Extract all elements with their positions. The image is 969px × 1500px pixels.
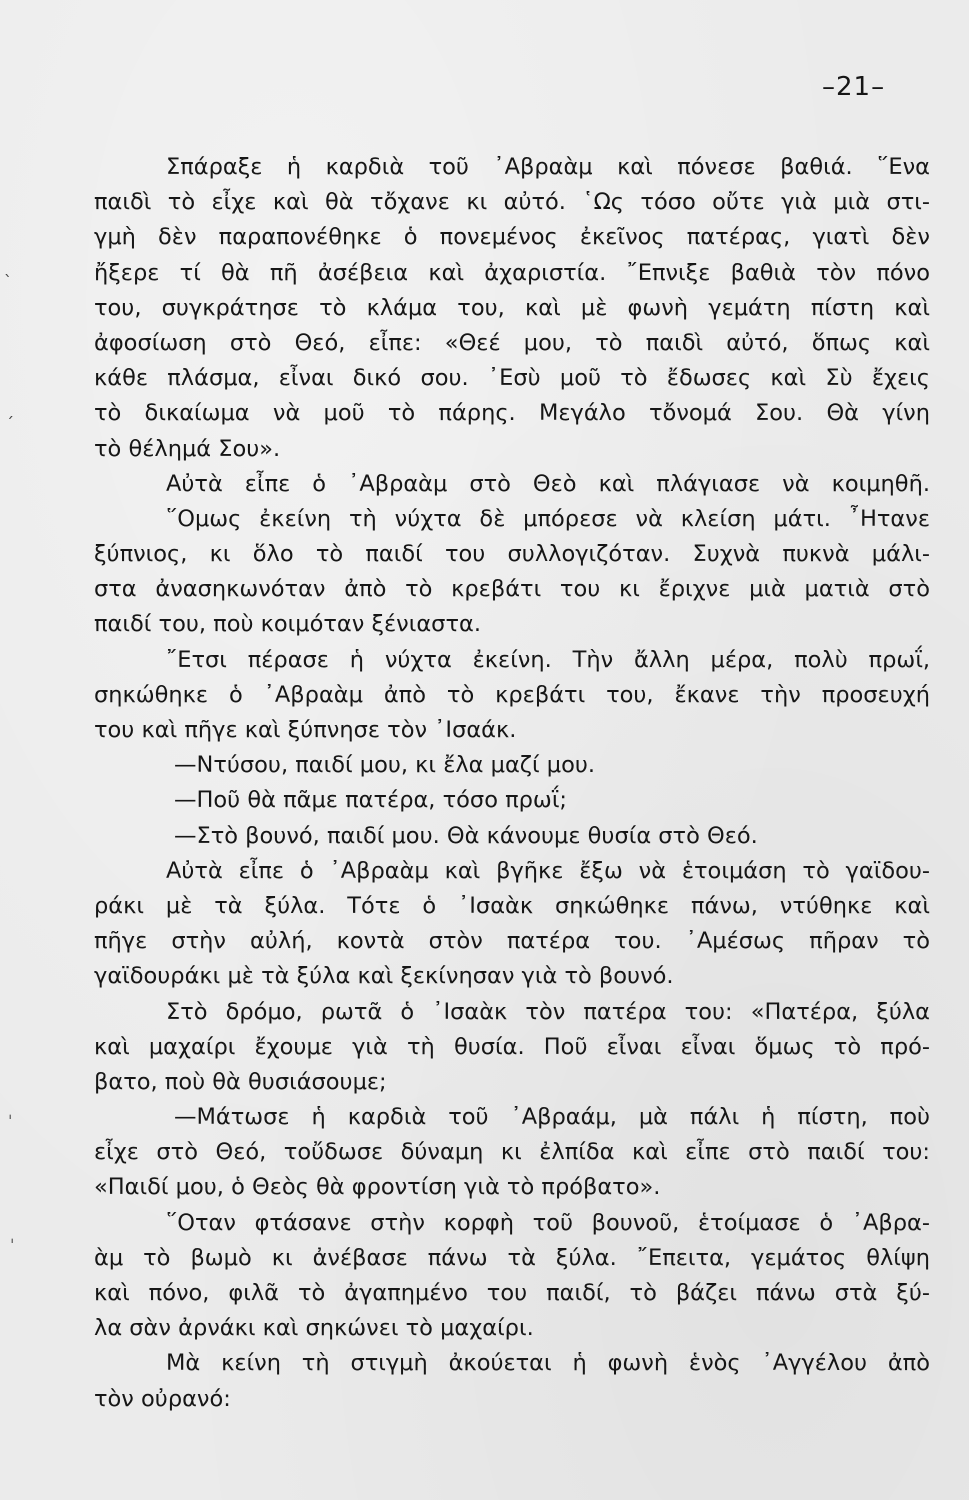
dialogue-line: —Ντύσου, παιδί μου, κι ἔλα μαζί μου. [174, 752, 596, 779]
body-text [94, 150, 930, 1417]
page-number: –21– [822, 72, 886, 102]
text-line: Στὸ δρόμο, ρωτᾶ ὁ ᾿Ισαὰκ τὸν πατέρα του: «Πατέρα, ξύλα [166, 998, 930, 1025]
text-line: παιδὶ τὸ εἶχε καὶ θὰ τὄχανε κι αὐτό. ῾Ως τόσο οὔτε γιὰ μιὰ στι- [94, 189, 930, 216]
text-line: κάθε πλάσμα, εἶναι δικό σου. ᾿Εσὺ μοῦ τὸ ἔδωσες καὶ Σὺ ἔχεις [94, 365, 930, 392]
text-line: ἤξερε τί θὰ πῆ ἀσέβεια καὶ ἀχαριστία. ῎Επνιξε βαθιὰ τὸν πόνο [94, 259, 930, 286]
text-line: καὶ πόνο, φιλᾶ τὸ ἀγαπημένο του παιδί, τὸ βάζει πάνω στὰ ξύ- [94, 1280, 930, 1306]
text-line: ῞Ομως ἐκείνη τὴ νύχτα δὲ μπόρεσε νὰ κλείση μάτι. ῏Ητανε [166, 505, 930, 532]
text-line: τὸν οὐρανό: [94, 1385, 231, 1412]
text-line: λα σὰν ἀρνάκι καὶ σηκώνει τὸ μαχαίρι. [94, 1315, 534, 1342]
text-line: γαϊδουράκι μὲ τὰ ξύλα καὶ ξεκίνησαν γιὰ τὸ βουνό. [94, 963, 674, 990]
dialogue-line: —Μάτωσε ἡ καρδιὰ τοῦ ᾿Αβραάμ, μὰ πάλι ἡ πίστη, ποὺ [174, 1104, 930, 1131]
text-line: ῞Οταν φτάσανε στὴν κορφὴ τοῦ βουνοῦ, ἑτοίμασε ὁ ᾿Αβρα- [166, 1209, 930, 1236]
margin-speck: ˈ [10, 1236, 15, 1255]
text-line: καὶ μαχαίρι ἔχουμε γιὰ τὴ θυσία. Ποῦ εἶναι εἶναι ὅμως τὸ πρό- [94, 1033, 930, 1060]
text-line: ράκι μὲ τὰ ξύλα. Τότε ὁ ᾿Ισαὰκ σηκώθηκε πάνω, ντύθηκε καὶ [94, 892, 930, 919]
text-line: Αὐτὰ εἶπε ὁ ᾿Αβραὰμ καὶ βγῆκε ἔξω νὰ ἑτοιμάση τὸ γαϊδου- [166, 857, 930, 884]
text-line: πῆγε στὴν αὐλή, κοντὰ στὸν πατέρα του. ᾿Αμέσως πῆραν τὸ [94, 928, 930, 955]
text-line: Αὐτὰ εἶπε ὁ ᾿Αβραὰμ στὸ Θεὸ καὶ πλάγιασε νὰ κοιμηθῆ. [166, 470, 930, 497]
text-line: βατο, ποὺ θὰ θυσιάσουμε; [94, 1068, 387, 1095]
text-line: ξύπνιος, κι ὅλο τὸ παιδί του συλλογιζόταν. Συχνὰ πυκνὰ μάλι- [94, 541, 930, 568]
margin-speck: ˎ [4, 258, 12, 277]
dialogue-line: —Στὸ βουνό, παιδί μου. Θὰ κάνουμε θυσία στὸ Θεό. [174, 822, 758, 849]
text-line: ῎Ετσι πέρασε ἡ νύχτα ἐκείνη. Τὴν ἄλλη μέρα, πολὺ πρωΐ, [166, 646, 930, 673]
text-line: ἀφοσίωση στὸ Θεό, εἶπε: «Θεέ μου, τὸ παιδὶ αὐτό, ὅπως καὶ [94, 329, 930, 356]
text-line: σηκώθηκε ὁ ᾿Αβραὰμ ἀπὸ τὸ κρεβάτι του, ἔκανε τὴν προσευχή [94, 681, 930, 708]
text-line: τὸ θέλημά Σου». [94, 435, 281, 462]
text-line: Σπάραξε ἡ καρδιὰ τοῦ ᾿Αβραὰμ καὶ πόνεσε βαθιά. ῞Ενα [166, 154, 930, 180]
text-line: παιδί του, ποὺ κοιμόταν ξένιαστα. [94, 611, 481, 638]
text-line: στα ἀνασηκωνόταν ἀπὸ τὸ κρεβάτι του κι ἔριχνε μιὰ ματιὰ στὸ [94, 576, 930, 603]
text-line: Μὰ κείνη τὴ στιγμὴ ἀκούεται ἡ φωνὴ ἑνὸς ᾿Αγγέλου ἀπὸ [166, 1350, 930, 1377]
text-line: «Παιδί μου, ὁ Θεὸς θὰ φροντίση γιὰ τὸ πρόβατο». [94, 1174, 661, 1201]
text-line: γμὴ δὲν παραπονέθηκε ὁ πονεμένος ἐκεῖνος πατέρας, γιατὶ δὲν [94, 224, 930, 251]
text-line: τὸ δικαίωμα νὰ μοῦ τὸ πάρης. Μεγάλο τὄνομά Σου. Θὰ γίνη [94, 400, 930, 427]
text-line: του, συγκράτησε τὸ κλάμα του, καὶ μὲ φωνὴ γεμάτη πίστη καὶ [94, 294, 930, 321]
margin-speck: ˏ [6, 400, 14, 419]
text-line: του καὶ πῆγε καὶ ξύπνησε τὸν ᾿Ισαάκ. [94, 717, 517, 743]
dialogue-line: —Ποῦ θὰ πᾶμε πατέρα, τόσο πρωΐ; [174, 787, 567, 814]
margin-speck: ˈ [8, 1112, 13, 1131]
text-line: ὰμ τὸ βωμὸ κι ἀνέβασε πάνω τὰ ξύλα. ῎Επειτα, γεμάτος θλίψη [94, 1244, 930, 1271]
text-line: εἶχε στὸ Θεό, τοὔδωσε δύναμη κι ἐλπίδα καὶ εἶπε στὸ παιδί του: [94, 1139, 930, 1166]
